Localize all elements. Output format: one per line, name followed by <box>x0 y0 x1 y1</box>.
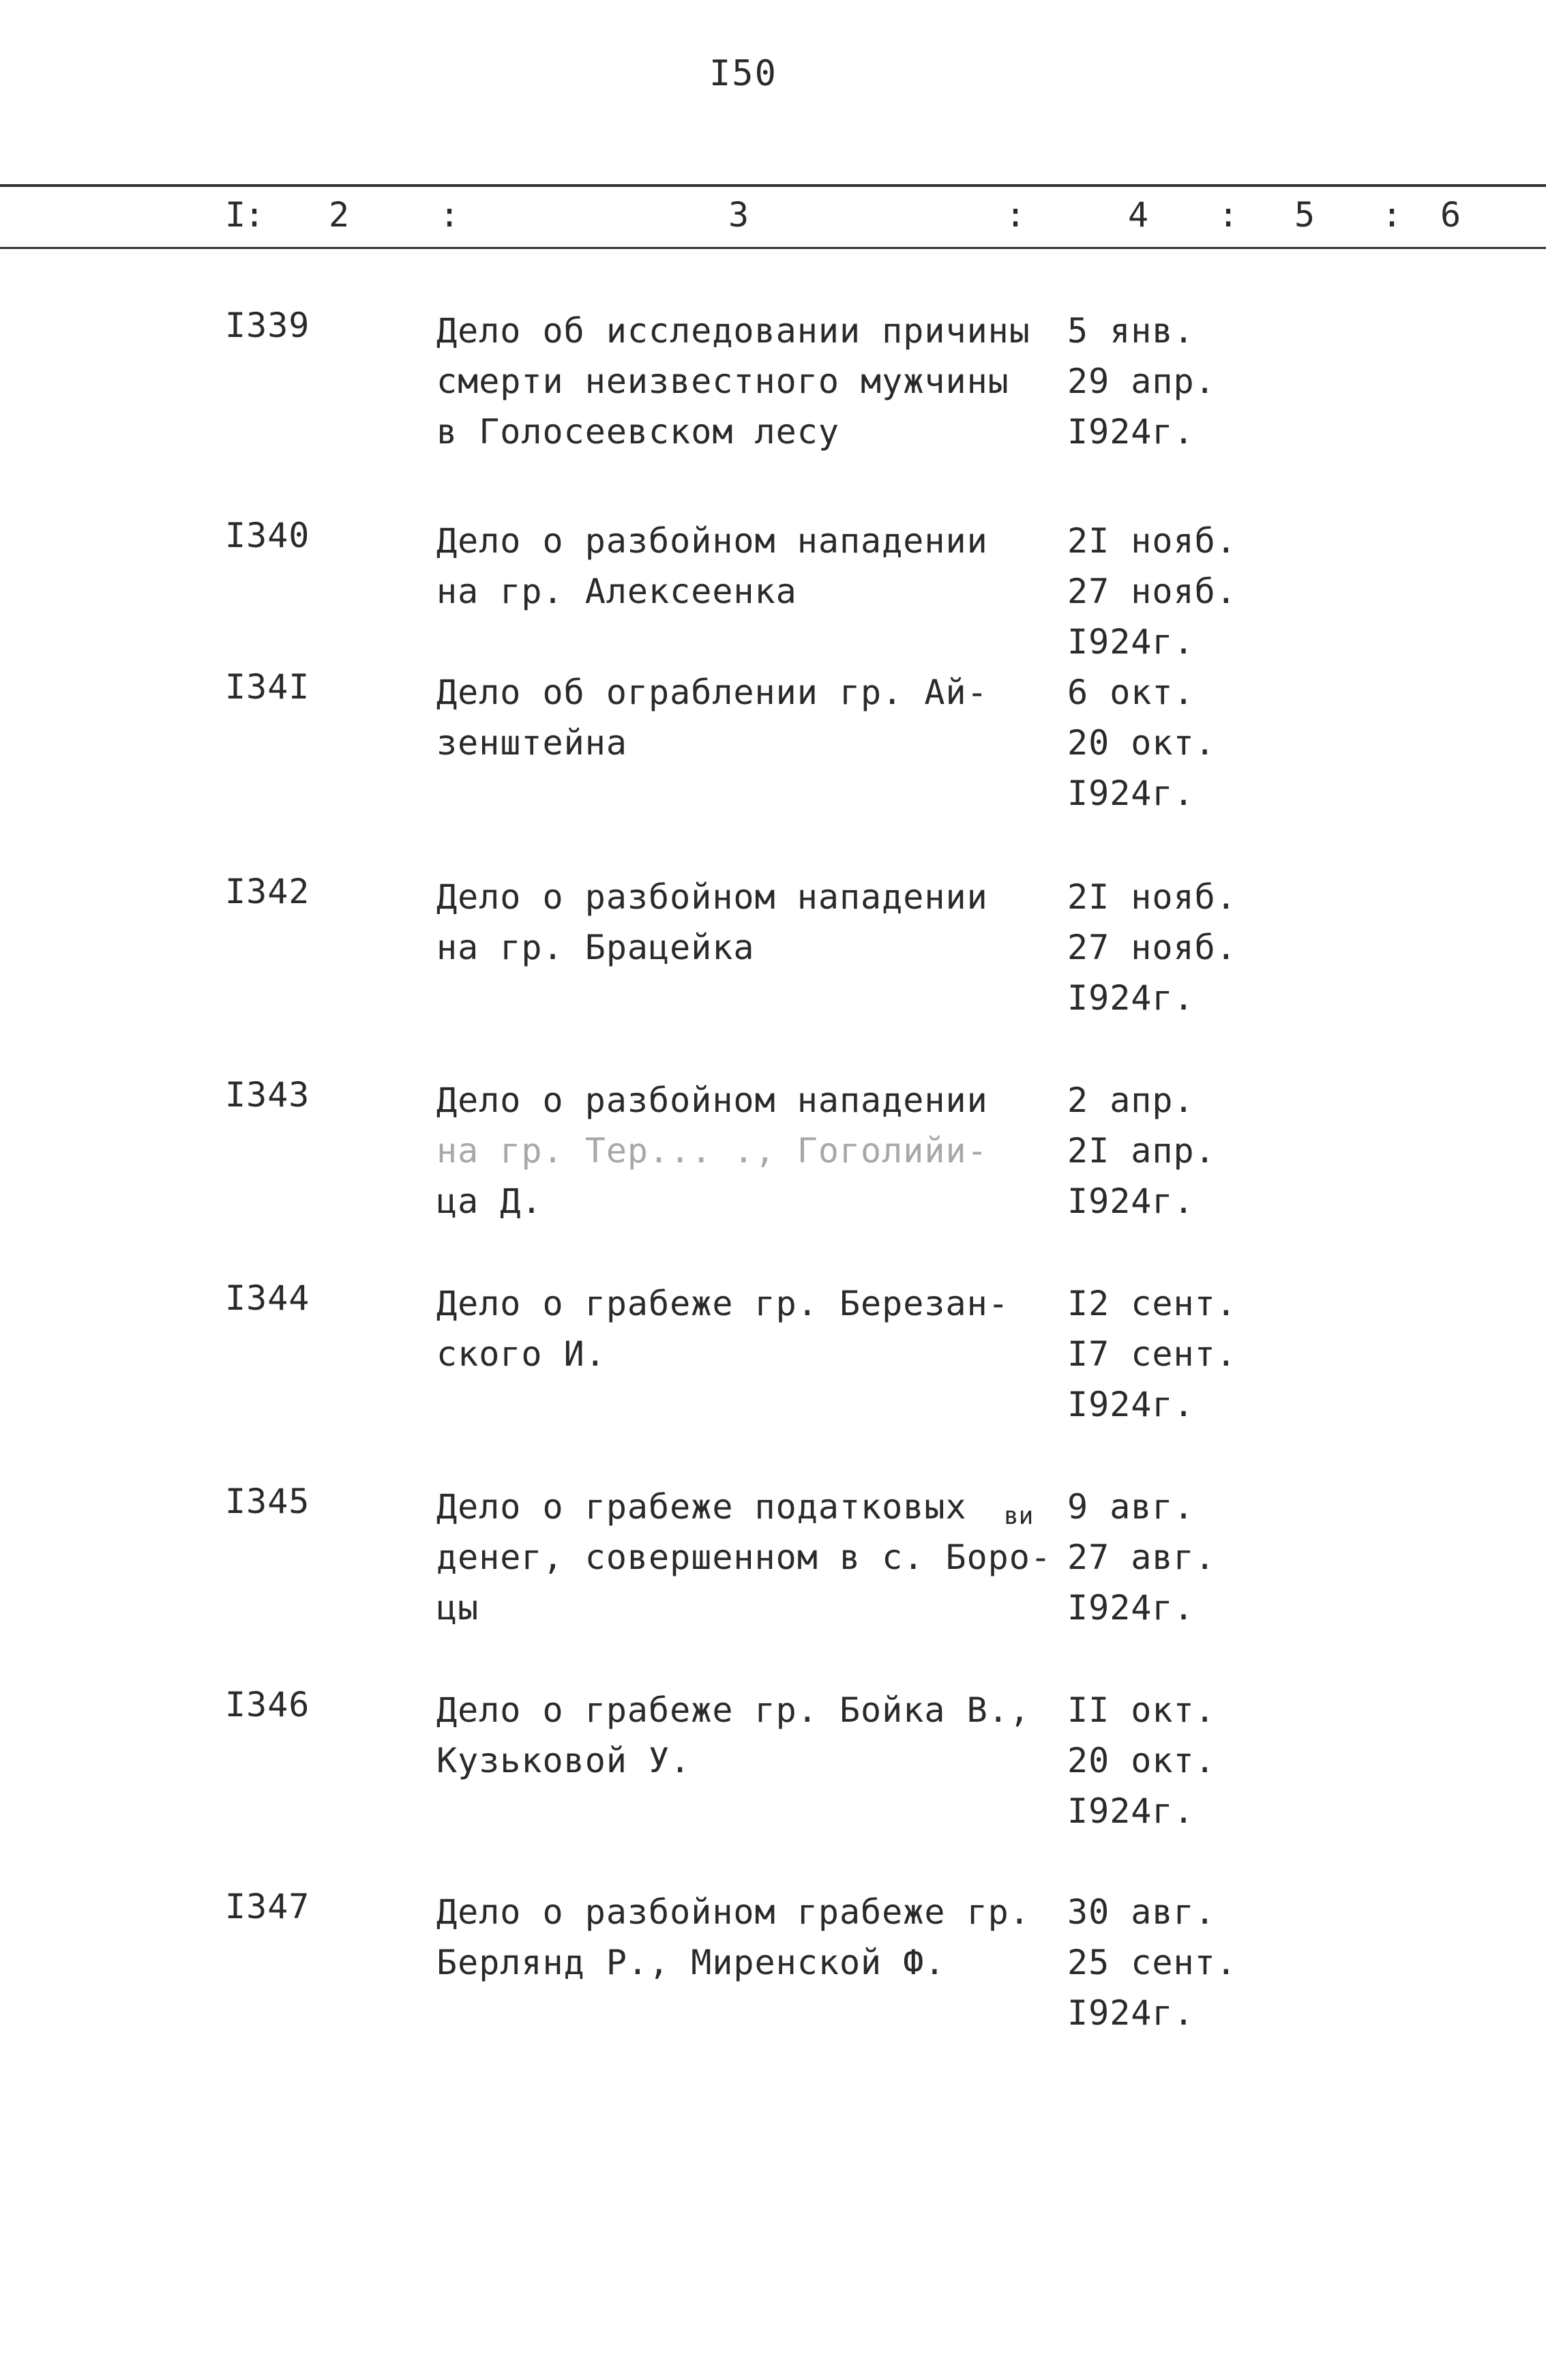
start-date: 2I нояб. <box>1067 877 1237 917</box>
entry-number: I340 <box>225 516 310 555</box>
column-separator: : <box>244 195 265 235</box>
entry-title <box>436 667 1050 768</box>
year: I924г. <box>1067 1993 1195 2033</box>
entry-number: I34I <box>225 667 310 707</box>
start-date: 6 окт. <box>1067 673 1195 712</box>
end-date: 29 апр. <box>1067 362 1216 401</box>
entry-dates <box>1067 1685 1216 1836</box>
column-separator: : <box>439 195 460 235</box>
entry-dates <box>1067 667 1216 819</box>
end-date: 25 сент. <box>1067 1943 1237 1982</box>
entry-title-line: смерти неизвестного мужчины <box>436 362 1009 401</box>
entry-number: I339 <box>225 306 310 345</box>
column-header-5: 5 <box>1294 195 1315 235</box>
entry-title-line: Берлянд Р., Миренской Ф. <box>436 1943 946 1982</box>
entry-number: I344 <box>225 1278 310 1318</box>
entry-title-line: Дело о грабеже гр. Бойка В., <box>436 1690 1030 1730</box>
entry-title-line: на гр. Тер... ., Гоголийи- <box>436 1131 988 1171</box>
year: I924г. <box>1067 978 1195 1018</box>
start-date: I2 сент. <box>1067 1284 1237 1323</box>
start-date: 9 авг. <box>1067 1487 1195 1527</box>
entry-title <box>436 516 1050 617</box>
year: I924г. <box>1067 1385 1195 1424</box>
column-header-3: 3 <box>728 195 749 235</box>
entry-title-line: зенштейна <box>436 723 627 763</box>
column-separator: : <box>1005 195 1026 235</box>
column-header-2: 2 <box>329 195 350 235</box>
entry-dates <box>1067 516 1237 667</box>
start-date: II окт. <box>1067 1690 1216 1730</box>
year: I924г. <box>1067 774 1195 813</box>
entry-dates <box>1067 306 1216 457</box>
handwritten-insertion: ви <box>1004 1502 1034 1530</box>
entry-title-line: Дело об исследовании причины <box>436 311 1030 351</box>
year: I924г. <box>1067 412 1195 452</box>
entry-title-line: на гр. Алексеенка <box>436 572 797 611</box>
entry-number: I347 <box>225 1887 310 1926</box>
end-date: 27 авг. <box>1067 1538 1216 1577</box>
year: I924г. <box>1067 1181 1195 1221</box>
year: I924г. <box>1067 1791 1195 1831</box>
entry-title <box>436 306 1050 457</box>
column-header-6: 6 <box>1440 195 1461 235</box>
entry-title <box>436 1278 1050 1379</box>
column-header-4: 4 <box>1128 195 1149 235</box>
year: I924г. <box>1067 1588 1195 1628</box>
entry-title-line: цы <box>436 1588 479 1628</box>
column-separator: : <box>1382 195 1403 235</box>
year: I924г. <box>1067 622 1195 662</box>
entry-title-line: Дело о грабеже гр. Березан- <box>436 1284 1009 1323</box>
column-header-1: I <box>225 195 246 235</box>
entry-dates <box>1067 1482 1216 1633</box>
entry-title-line: денег, совершенном в с. Боро- <box>436 1538 1052 1577</box>
start-date: 2 апр. <box>1067 1081 1195 1120</box>
end-date: 20 окт. <box>1067 723 1216 763</box>
end-date: 20 окт. <box>1067 1741 1216 1780</box>
entry-title-line: в Голосеевском лесу <box>436 412 839 452</box>
entry-title-line: ского И. <box>436 1334 606 1374</box>
entry-title-line: на гр. Брацейка <box>436 928 755 967</box>
entry-title <box>436 1075 1050 1226</box>
entry-title-line: ца Д. <box>436 1181 543 1221</box>
end-date: 27 нояб. <box>1067 572 1237 611</box>
entry-title-line: Кузьковой У. <box>436 1741 692 1780</box>
end-date: I7 сент. <box>1067 1334 1237 1374</box>
start-date: 2I нояб. <box>1067 521 1237 561</box>
entry-dates <box>1067 1887 1237 2038</box>
entry-title-line: Дело о разбойном нападении <box>436 1081 988 1120</box>
entry-title-line: Дело о разбойном нападении <box>436 521 988 561</box>
entry-number: I345 <box>225 1482 310 1521</box>
entry-dates <box>1067 1278 1237 1430</box>
entry-title <box>436 872 1050 973</box>
entry-number: I342 <box>225 872 310 911</box>
entry-title-line: Дело о грабеже податковых <box>436 1487 967 1527</box>
entry-dates <box>1067 1075 1216 1226</box>
page-number: I50 <box>709 53 777 94</box>
entry-number: I346 <box>225 1685 310 1724</box>
start-date: 5 янв. <box>1067 311 1195 351</box>
entry-title-line: Дело о разбойном нападении <box>436 877 988 917</box>
entry-title <box>436 1482 1050 1633</box>
end-date: 2I апр. <box>1067 1131 1216 1171</box>
entry-title <box>436 1887 1050 1988</box>
entry-title-line: Дело об ограблении гр. Ай- <box>436 673 988 712</box>
column-separator: : <box>1218 195 1239 235</box>
entry-title <box>436 1685 1050 1786</box>
start-date: 30 авг. <box>1067 1892 1216 1932</box>
entry-number: I343 <box>225 1075 310 1115</box>
entry-dates <box>1067 872 1237 1023</box>
entry-title-line: Дело о разбойном грабеже гр. <box>436 1892 1030 1932</box>
end-date: 27 нояб. <box>1067 928 1237 967</box>
